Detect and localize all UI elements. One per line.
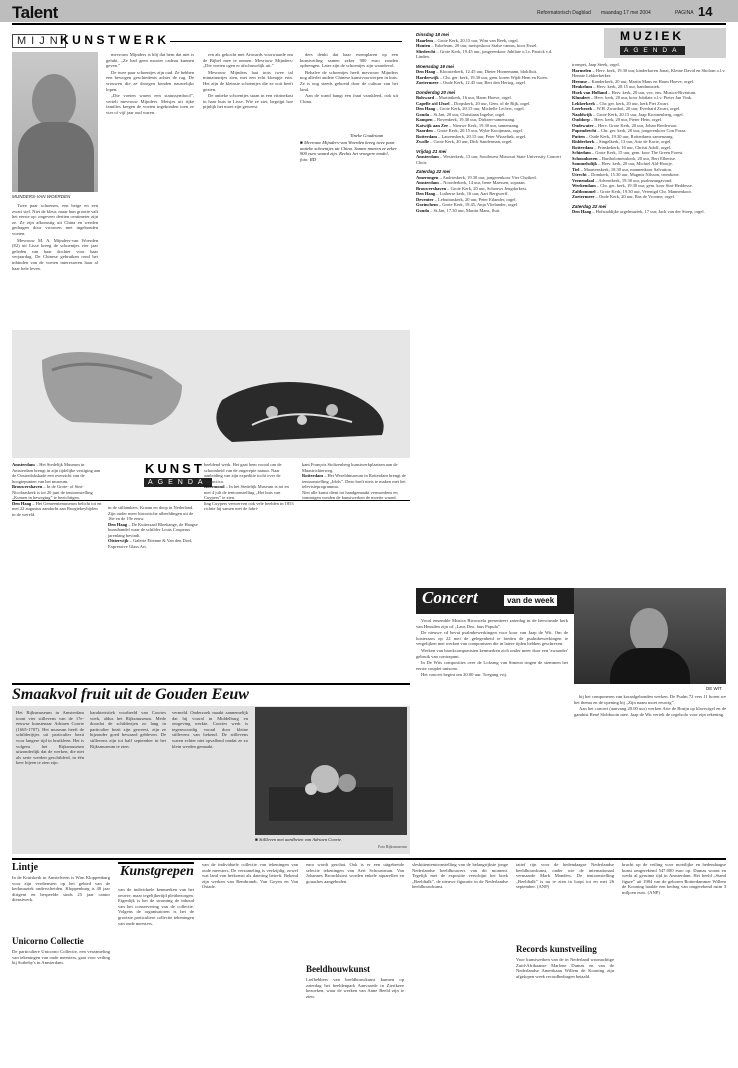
muziek-day-group: [416, 32, 566, 60]
kunst-entry-place: Rotterdam: [302, 473, 323, 478]
muziek-title: MUZIEK: [620, 29, 684, 43]
muziek-entry-place: Zaltbommel: [572, 188, 596, 194]
muziek-entry-text: – Prinskekerk, 16 uur, Christi Adolf, orgel.: [593, 144, 672, 150]
smaakvol-col-2: karakteristiek voorbeeld van Coortes werk, aldus het Rijksmuseum. Mede doordat de schilderijen zo lang in particulier bezit zijn geweest, zijn ze bijzonder goed bewaard gebleven. De stillevens zijn tot half september in het Rijksmuseum te zien.: [90, 710, 166, 749]
muziek-day-group: [416, 149, 566, 166]
muziek-entry-place: Veenendaal: [572, 177, 595, 183]
muziek-entry-text: – Oude Kerk, 19.30 uur, Rotterdams samenzang.: [584, 133, 674, 139]
kunstgrepen-col-6: bracht op de veiling voor moeilijke en hedendaagse kunst omgerekend 547.000 euro op. Dumas woont en werkt al geruime tijd in Amsterdam. Het beeld „Stand figure” uit 1984 van de geboren Rotterdammer Willem de Kooning haalde een bedrag van omgerekend ruim 3 miljoen euro. (ANP): [622, 862, 726, 895]
kunst-entry-text: – Het Stedelijk Museum in Amsterdam brengt in zijn tijdelijke vestiging aan de Oosterdokskade een overzicht van de hoogtepunten van het museum.: [12, 462, 101, 484]
kunst-entry-place: Oisterwijk: [108, 538, 129, 543]
section-title: Talent: [12, 3, 58, 22]
beeldhouwkunst-text: Liefhebbers van beeldhouwkunst kunnen op zaterdag het beeldenpark Aanvaarde in Zierikzee bezoeken, waar de werken van Anne Beeld zijn te zien.: [306, 977, 404, 999]
kunst-col-4: [302, 462, 410, 680]
muziek-entry-place: Naaldwijk: [572, 111, 593, 117]
still-life-painting: [255, 707, 407, 835]
muziek-entry-place: Zoetermeer: [416, 80, 439, 85]
muziek-entry-text: – Chr. ger. kerk, 20 uur, jongerenkoor Con Forza.: [596, 128, 687, 133]
muziek-entry-text: – Grote Kerk, 20 uur, Schouws Jeugdorkest.: [446, 185, 527, 191]
muziek-entry-text: – Herv. kerk, 20 uur, voc. ens. Musica-Bivarium.: [607, 89, 697, 95]
portrait-photo: [12, 52, 98, 192]
kunst-entry: [12, 484, 102, 501]
muziek-entry-text: – St.Jan, 20 uur, Christiaan Ingelse, orgel.: [429, 111, 506, 117]
muziek-day-group: [416, 169, 566, 213]
kunstwerk-col-3: [203, 52, 293, 142]
muziek-entry-text: – Maartenskerk, 18.30 uur, mannenkoor Salvation.: [579, 166, 672, 172]
kunstwerk-paragraph: Behalve de schoentjes heeft mevrouw Mijnders nog allerlei andere Chinese kunstvoorwerpen in huis. Ze is nog steeds geboeid door de cultuur van het land.: [300, 69, 398, 92]
kunstwerk-paragraph: mevrouw Mijnders is blij dat hem dat niet is gelukt. „Ze had geen mooier cadeau kunnen geven.”: [106, 52, 194, 69]
muziek-entry-text: – Chr. ger. kerk, 19.30 uur, gem. koren Wijdt Hem en Koen.: [438, 74, 548, 80]
caption-bullet-icon: ■: [300, 140, 304, 145]
muziek-entry-text: – W.H. Zwartbol, 20 uur, Everhard Zwart, orgel.: [592, 106, 681, 111]
muziek-entry-text: – Chr. ger. kerk, 20 uur, kerk Piet Zwart.: [595, 100, 670, 106]
muziek-entry-place: Ouddorp: [572, 117, 590, 122]
muziek-entry: [572, 209, 726, 215]
muziek-entry-place: Den Haag: [416, 191, 436, 196]
muziek-entry-text: – Domkerk, 15.30 uur, Magnus Nilsson, trombone.: [586, 172, 680, 177]
muziek-date: Zaterdag 22 mei: [416, 169, 451, 174]
muziek-entry-place: Klundert: [572, 95, 590, 100]
muziek-entry-place: Oudewater: [572, 122, 594, 128]
muziek-entry-place: Amsterdam: [416, 180, 439, 185]
muziek-entry-text: – Grote Kerk, 19.45, Anja Vlielander, orgel.: [437, 202, 519, 207]
muziek-entry-place: Den Haag: [416, 106, 436, 111]
kunst-entry-text: – Het Wereldmuseum in Rotterdam brengt de tentoonstelling „Idols”. Deze breft niets te maken met het televisieprogramma.: [302, 473, 406, 489]
header-rule: [12, 23, 726, 25]
muziek-entry-text: – Bartholomeuskerk, 20 uur, Bert Elbertse.: [597, 155, 676, 161]
page-number: 14: [698, 4, 713, 19]
muziek-entry-text: – Noorderkerk, 14 uur, Irene Maessen, sopraan.: [438, 180, 526, 185]
page-label: PAGINA: [675, 10, 694, 16]
muziek-entry-place: Papendrecht: [572, 128, 597, 133]
muziek-entry-place: Brouwershaven: [416, 185, 447, 191]
muziek-date: Woensdag 19 mei: [416, 63, 454, 69]
muziek-date: Zaterdag 22 mei: [572, 203, 607, 209]
kunst-entry: [204, 501, 296, 512]
concert-paragraph: bij het componeren van koraalgebonden werken. De Psalm 72 vers 11 horen we het thema en de opening bij „Zijn naam moet eeuwig”.: [574, 694, 726, 705]
muziek-entry-text: – Chr. ger. kerk, 19.30 uur, gem. koor Sint-Heddesse.: [595, 183, 693, 188]
muziek-date: Dinsdag 18 mei: [416, 32, 450, 37]
kunstwerk-rule: [170, 41, 402, 42]
muziek-entry-text: – Herv. kerk, 19.30 uur, kinderkoren Jonai, Kleine David en Sholom o.l.v. Hennie Lekkerkerker.: [572, 67, 726, 78]
concert-col-1: [416, 618, 568, 852]
kunst-entry-text: beeldend werk. Het gaat hem vooral om de schoonheid van de ongerepte natuur. Naar aanleiding van zijn expeditie tocht over de Antarctica.: [204, 462, 282, 484]
muziek-entry-place: Amsterdam: [416, 154, 439, 159]
muziek-entry-place: Houten: [416, 43, 431, 48]
muziek-entry-text: – Grote Kerk, 15 uur, gem. koor The Green Forest.: [590, 150, 684, 155]
kunst-entry-text: ling Cuypers verwerven ook vele beelden in 1853 richtte hij samen met de fabri-: [204, 500, 294, 511]
smaakvol-rule: [12, 683, 410, 685]
portrait-caption: MIJNDERS-VAN WOERDEN: [12, 194, 71, 199]
kunstwerk-paragraph: ders denkt dat haar exemplaren op een kunstveiling samen zeker 900 euro zouden opbrengen. Later zijn de schoentjes zijn waardevol.: [300, 52, 398, 69]
muziek-entry-text: – Lebuïnuskerk, 20 uur, Peter Eilander, orgel.: [433, 196, 517, 202]
muziek-entry-place: Heemse: [572, 78, 587, 84]
muziek-entry-text: – Herv. kerk, 20 uur, Pieter Hein, orgel.: [589, 117, 663, 122]
kunst-entry: [108, 538, 198, 549]
kunst-agenda-label: AGENDA: [144, 478, 212, 487]
muziek-entry-text: – Singelkerk, 13 uur, Arie de Korte, orgel.: [594, 139, 672, 144]
muziek-entry-text: – Grote Kerk, 19.45 uur, jongerenkoor Jubilate o.l.v. Patrick v.d. Linden.: [416, 48, 553, 59]
muziek-entry-text: – Bovenkerk, 19.30 uur, Dirksen-samenzang.: [432, 117, 516, 122]
kunst-entry-text: Niet alle kunst dient tot handgemaakt vermoedens en sommigen vonden de kunstwerken de moeite waard.: [302, 489, 398, 500]
kunst-title: KUNST: [145, 461, 205, 476]
kunstwerk-caption: [300, 140, 398, 174]
kunstwerk-paragraph: Twee paar schoenen, een beige en een zwart stel. Niet de kleur, maar hun grootte valt het eerste op: ongeveer dertien centimeter zijn ze. Ze zijn afkomstig uit China en werden gedragen door vrouwen met ingebonden voeten.: [12, 203, 98, 236]
unicorn-text: De particuliere Unicorno Collectie, een verzameling van tekeningen van oude meesters, gaat voor veiling bij Sotheby's in Amsterdam.: [12, 949, 110, 966]
kunstgrepen-col-5: tatief rijn voor de hedendaagse Nederlandse beeldhouwkunst, onder wie de internationaal vermaarde Mark Manders. De tentoonstelling „Beeldtalk” is nu te zien in loopt tot en met 26 september. (ANP): [516, 862, 614, 890]
kunst-col-3: [204, 462, 296, 680]
kunstwerk-author: Tineke Goudriaan: [350, 133, 384, 138]
kunst-entry-text: – In de Grote- of Sint-Nicolaaskerk is tot 20 juni de tentoonstelling „Komen in beweging” te bezichtigen.: [12, 484, 93, 500]
lintje-text: In de Kruiskerk in Amstelveen is Wim Kloppenburg voor zijn verdiensten op het gebied van de kerkmuziek onderscheiden. Kloppenburg is 40 jaar dirigent en bespeelde sinds 25 jaar cantor dienstwerk.: [12, 875, 110, 903]
muziek-entry-place: Harmelen: [572, 67, 592, 73]
kunstwerk-label: KUNSTWERK: [60, 33, 170, 47]
kunstwerk-paragraph: Aan de wand hangt een fraai vaaskleed, ook uit China.: [300, 93, 398, 104]
muziek-entry-place: Rotterdam: [416, 133, 437, 139]
muziek-entry-place: Putten: [572, 133, 585, 139]
muziek-entry-place: Schoonhoven: [572, 155, 598, 161]
kunst-entry: [108, 522, 198, 539]
page-date: maandag 17 mei 2004: [601, 10, 651, 16]
muziek-entry: [416, 208, 566, 214]
muziek-entry-place: Heukelum: [572, 84, 593, 89]
muziek-entry-text: – Dorpskerk, 20 uur, Gem. of de Rijk, orgel.: [449, 100, 531, 106]
kunstwerk-caption-text: Mevrouw Mijnders-van Woerden kreeg twee paar antieke schoentjes uit China. Samen moeten ze zeker 900 euro waard zijn. Rechts het vroegere model, foto: RD: [300, 140, 397, 162]
muziek-entry-text: – Grote Kerk, 20.15 uur, Michelle Leclerc, orgel.: [435, 106, 525, 111]
muziek-entry-text: – Herv. kerk, 20.15 uur, bandmuziek.: [592, 84, 661, 89]
muziek-day-group: [572, 62, 726, 200]
muziek-entry-text: – Herv. Grote Kerk, 20 uur, Johan Bredewout.: [593, 122, 678, 128]
muziek-day-group: [416, 90, 566, 145]
kunst-col-1: [12, 462, 102, 680]
kunstwerk-col-4: [300, 52, 398, 132]
kunst-entry-place: Den Haag: [108, 521, 128, 527]
muziek-entry-place: Zoetermeer: [572, 194, 595, 199]
smaakvol-caption-text: Stillleven met aardbeien van Adriaen Coorte.: [258, 837, 343, 842]
muziek-entry: [416, 80, 566, 86]
muziek-col-1: [416, 28, 566, 584]
concert-subtitle: van de week: [504, 595, 557, 606]
muziek-entry-place: Den Haag: [416, 69, 436, 74]
kunstgrepen-col-1: van de individuele kenmerken van het oeuvre, maar tegelijkertijd pleitbezorgen. Eigenlijk is het de stroming de inhoud van het conservering van de collectie. Volgens de organisatoren is het de grootste particuliere collectie tekeningen van oude meesters.: [118, 887, 194, 926]
muziek-entry-place: Tiel: [572, 166, 580, 172]
muziek-entry-text: – Grote Kerk, 19.30 uur, Verenigd Chr. Mannenkoor.: [595, 188, 692, 194]
muziek-entry-text: – Oude Kerk, 20 uur, Bas de Vroome, orgel.: [594, 194, 675, 199]
kunst-entry-text: – De Kuiterzaal Bleekange, de Haagse kunsthandel waar de schilder Louis Couperus jarenlang bevindt.: [108, 521, 198, 538]
muziek-entry-place: Kampen: [416, 117, 433, 122]
muziek-entry-text: – Grote Kerk, 20.15 uur, Wybe Kooijmans, orgel.: [432, 128, 523, 133]
kunst-entry-place: Brouwershaven: [12, 484, 43, 489]
muziek-entry-place: Sliedrecht: [416, 48, 436, 54]
shoes-photo-image: [12, 330, 410, 458]
muziek-entry: [572, 68, 726, 79]
kunst-entry: [302, 473, 410, 490]
muziek-entry-text: – Herv. kerk, 20 uur, koor Jubilate o.l.v. Pieter Jan Vink.: [589, 95, 693, 100]
kunst-col-2: [108, 505, 198, 680]
smaakvol-title: Smaakvol fruit uit de Gouden Eeuw: [12, 686, 249, 703]
muziek-entry-text: – Grote Kerk, 20.15 uur, Wim van Beek, orgel.: [433, 37, 519, 43]
smaakvol-credit: Foto Rijksmuseum: [378, 845, 407, 849]
kunst-entry: [302, 462, 410, 473]
muziek-entry-place: Leerbroek: [572, 106, 593, 111]
muziek-entry-text: – Nieuwe Kerk, 19.30 uur, samenzang.: [448, 122, 520, 128]
concert-paragraph: In De Wits composities over de Lofzang van Simeon ringen de stemmen het eerste couplet unisono.: [416, 660, 568, 671]
muziek-entry-place: Naarden: [416, 128, 433, 133]
muziek-day-group: [572, 204, 726, 215]
muziek-entry-text: – Herv. kerk, 20 uur, Michiel Ald-Hooije.: [597, 161, 673, 166]
beeldhouwkunst-title: Beeldhouwkunst: [306, 964, 371, 974]
kunst-entry-place: Roermond: [204, 484, 225, 489]
muziek-entry-text: – Oude Kerk, 12.45 uur, Bert den Hertog, orgel.: [438, 80, 526, 85]
muziek-entry-place: Den Haag: [572, 209, 592, 214]
concert-paragraph: Aan het concert (aanvang 20.00 uur) werken Arie de Bruijn op klavecigel en de gambist René Slobbootn mee. Jaap de Wit vertelt de orgelsolo voor zijn rekening.: [574, 706, 726, 717]
muziek-entry-place: Lekkerkerk: [572, 100, 595, 106]
muziek-day-group: [416, 64, 566, 86]
kunstgrepen-title: Kunstgrepen: [120, 864, 194, 879]
muziek-entry-text: – Andrieskerk, 19.30 uur, jongerenkoor Vier Choiked.: [438, 174, 537, 180]
records-title: Records kunstveiling: [516, 944, 597, 954]
muziek-entry-place: Hoek van Holland: [572, 89, 608, 95]
kunst-entry-text: kant François Stoltzenberg kunstwerkplaatsen aan de Maastrichterweg.: [302, 462, 398, 473]
muziek-entry-text: trompet, Jaap Steek, orgel.: [572, 62, 620, 67]
muziek-entry: [416, 49, 566, 60]
concert-paragraph: Werken van barokcomponisten kenmerken zich onder meer door een 'zwaarder' gebruik van contrapunt.: [416, 647, 568, 659]
kunstwerk-paragraph: „Die voeten waren een statussymbool”, vertelt mevrouw Mijnders. Meisjes uit rijke families kregen de voeten ingebonden toen ze vier of vijf jaar oud waren.: [106, 93, 194, 115]
muziek-entry-text: – Adventkerk, 19.30 uur, psalmzangavond.: [594, 177, 673, 183]
kunstgrepen-col-4: sleshittententoonstelling van de belangrijkste jonge Nederlandse beeldhouwers van dit moment. Tegelijk met de expositie verschijnt het boek „Beeldtalk”, de nieuwe figuratie in de Nederlandse beeldhouwkunst.: [412, 862, 508, 890]
records-text: Voor kunstwerken van de in Nederland woonachtige Zuid-Afrikaanse Marlene Dumas en van de Nederlandse Amerikaan Willem de Kooning zijn afgelopen week recordbedragen betaald.: [516, 957, 614, 979]
kunstgrepen-col-2: van de individuele collectie van tekeningen van oude meesters. De verzameling is veelzijdig, zowel wat land van herkomst als datering betreft. Bekend zijn werken van Rembrandt, Van Goyen en Van Ostade.: [202, 862, 298, 890]
muziek-entry-place: Schiedam: [572, 150, 591, 155]
muziek-entry-place: Harderwijk: [416, 74, 439, 80]
muziek-entry-place: Gorinchem: [416, 202, 438, 207]
muziek-entry-place: Amerongen: [416, 174, 439, 180]
muziek-entry-place: Bolsward: [416, 95, 435, 100]
concert-title: Concert: [422, 588, 478, 607]
kunstwerk-paragraph: ren als gekocht met Artwards voorwaarde om de Bijbel mee te nemen. Mevrouw Mijnders: „Die voeten ogen er afschuwelijk uit.”: [203, 52, 293, 69]
kunst-entry: [302, 490, 410, 501]
muziek-entry-place: Utrecht: [572, 172, 587, 177]
muziek-entry-text: – Grote Kerk, 20.15 uur, Jaap Kroonenberg, orgel.: [592, 111, 684, 117]
dewit-photo: [574, 588, 726, 684]
dewit-caption: DE WIT: [706, 686, 722, 691]
smaakvol-col-1: Het Rijksmuseum in Amsterdam toont vier stillevens van de 17e-eeuwse kunstenaar Adriaen Coorte (1665-1707). Het museum heeft de schilderijtjes uit particulier bezit voor langere tijd in bruikleen. Het is volgens het Rijksmuseum uitzonderlijk dat de werken, die niet als serie werden geschilderd, in één keer bijeen te zien zijn.: [16, 710, 84, 766]
smaakvol-col-3: vermeld. Onderzoek maakt aannemelijk dat hij vooral in Middelburg en omgeving werkte. Coortes werk is tegenwoordig vooral door kleine stillevens van bekend. De stillevens waren echter niet opvallend omdat ze zo klein werden gemaakt.: [172, 710, 248, 749]
concert-paragraph: Vocal ensemble Musica Bivoncela presenteert zaterdag in de hervormde kerk van Heusden zijn cd „Laus Deo, laus Populo”.: [416, 618, 568, 629]
muziek-entry-place: Zwolle: [416, 139, 429, 144]
muziek-date: Vrijdag 21 mei: [416, 148, 447, 154]
kunst-entry: [204, 484, 296, 501]
mijn-label: MIJN: [12, 34, 66, 48]
concert-paragraph: De nieuwe cd bevat psalmbewerkingen voor koor van Jaap de Wit. Om de luisteraars op 22 mei de gelegenheid te bieden de psalmbewerkingen te vergelijken met werken van componisten die in latere tijden hebben geschreven.: [416, 630, 568, 647]
kunst-entry: [12, 501, 102, 518]
kunst-entry: [204, 462, 296, 484]
kunst-entry-place: Amsterdam: [12, 462, 35, 467]
unicorn-title: Unicorno Collectie: [12, 936, 84, 946]
muziek-entry-place: Gouda: [416, 111, 430, 117]
kunstwerk-col-2: [106, 52, 194, 142]
concert-col-2: [574, 694, 726, 852]
kunst-entry-place: Den Haag: [12, 500, 32, 506]
kunst-entry-text: – Galerie Etienne & Van den Doel, Expressive Glass Art.: [108, 538, 193, 549]
muziek-entry-place: Capelle a/d IJssel: [416, 100, 450, 106]
paper-name: Reformatorisch Dagblad: [537, 10, 591, 16]
muziek-date: Donderdag 20 mei: [416, 89, 456, 95]
muziek-entry-text: – Kloosterkerk, 12.45 uur, Dieter Hornemann, blokfluit.: [435, 69, 538, 74]
bottom-rule: [12, 858, 726, 860]
kunstwerk-col-1: [12, 203, 98, 323]
muziek-entry-text: – Eskeleum, 20 uur, meisjeskoor Stalse cantus, koor Exsel.: [430, 43, 538, 48]
muziek-entry-text: – Laurenskerk, 20.15 uur, Peter Wisselink, orgel.: [437, 133, 527, 139]
lintje-title: Lintje: [12, 862, 39, 873]
muziek-entry-place: Ridderkerk: [572, 139, 595, 144]
kunstgrepen-col-3: euro wordt geschat. Ook is er een uitgebreide selectie tekeningen van Aert Schouwman. Van Johannes Bronckhorst worden enkele aquarellen en gouaches aangeboden.: [306, 862, 404, 884]
muziek-entry-text: – Westerkerk, 13 uur, Southwest Missouri State University Concert Choir.: [416, 154, 561, 165]
muziek-entry-place: Werkendam: [572, 183, 596, 188]
muziek-col-2: [572, 62, 726, 584]
kunst-entry-text: in de stillamkers. Kraam en doop in Nederland. Zijn ouder meer historische afbeeldingen uit de 16e en de 19e eeuw.: [108, 505, 194, 521]
muziek-entry: [416, 154, 566, 165]
caption-bullet-icon: ■: [255, 837, 259, 842]
muziek-entry: [416, 139, 566, 145]
muziek-entry-place: Sommelsdijk: [572, 161, 598, 166]
smaakvol-caption: [255, 837, 342, 842]
muziek-entry-text: – Grote Kerk, 20 uur, Dick Sanderman, orgel.: [429, 139, 513, 144]
muziek-entry-text: – Lutherse kerk, 16 uur, Aart Bergwerff.: [435, 191, 509, 196]
kunstwerk-paragraph: Mevrouw M. A. Mijnders-van Woerden (82) uit Lisse kreeg de schoentjes vier jaar geleden van haar dochter voor haar verjaardag. De Chinese gebruiken rond het inbinden van de voeten interesseren haar al haar hele leven.: [12, 237, 98, 271]
muziek-agenda-label: AGENDA: [620, 46, 685, 55]
kunstwerk-paragraph: De antieke schoentjes staan in een vitrinekast in haar huis in Lisse. Wie ze ziet, begrijpt hoe pijnlijk het moet zijn geweest.: [203, 93, 293, 110]
muziek-entry-place: Katwijk aan Zee: [416, 122, 448, 128]
muziek-entry-text: – Hofstaddijke orgelmuziek, 17 uur, Jack van der Stoep, orgel.: [591, 209, 705, 214]
muziek-entry-place: Gouda: [416, 207, 430, 213]
kunst-entry-text: – In het Stedelijk Museum is tot en met 4 juli de tentoonstelling „Het huis van Cuypers” te zien.: [204, 484, 289, 500]
muziek-entry-place: Haarlem: [416, 37, 433, 43]
concert-paragraph: Het concert begint om 20.00 uur. Toegang vrij.: [421, 672, 508, 678]
muziek-entry-text: – St.Jan, 17.30 uur, Martin Mans, fluit.: [429, 207, 501, 213]
kunst-entry: [108, 505, 198, 522]
muziek-entry-place: Rotterdam: [572, 144, 593, 150]
muziek-entry-text: – Martinikerk, 16 uur, Harm Hoeve, orgel.: [434, 95, 512, 100]
muziek-entry-place: Deventer: [416, 196, 434, 202]
kunst-entry-text: – Het Gemeentemuseum belicht tot en met 22 augustus aandacht aan Boogiekeyhijden in de wereld.: [12, 500, 102, 517]
kunstwerk-paragraph: De twee paar schoentjes zijn oud. Ze hebben een bewogen geschiedenis achter de rug. De vrouwen die ze droegen konden nauwelijks lopen.: [106, 69, 194, 92]
kunst-entry: [12, 462, 102, 484]
kunstwerk-paragraph: Mevrouw Mijnders laat trots twee tal miniatuurtjes zien, met een echt klompje erin. Het zijn de kleinste schoentjes die ze ooit heeft gezien.: [203, 69, 293, 92]
muziek-entry-text: – Kanderkerk, 20 uur, Martin Mans en Harm Hoeve, orgel.: [587, 78, 695, 84]
muziek-entry: [572, 194, 726, 200]
